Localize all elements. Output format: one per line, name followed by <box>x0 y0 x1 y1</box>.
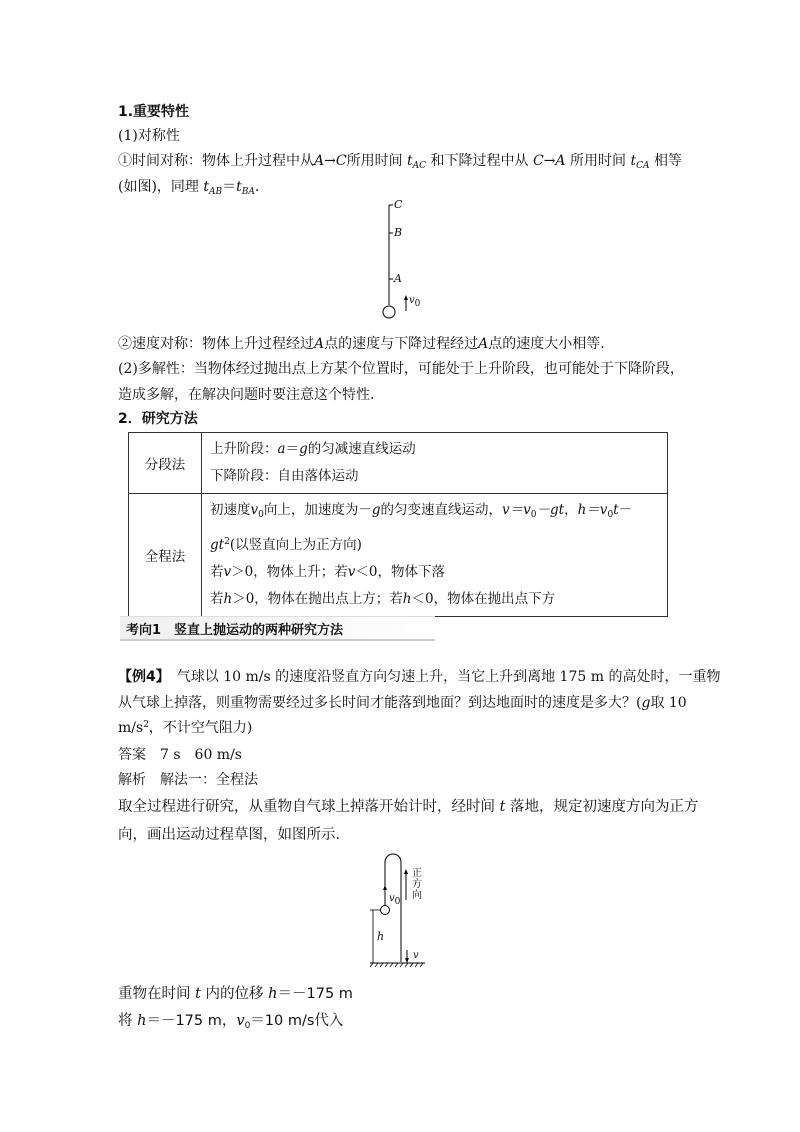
paragraph-time-symmetry-cont: (如图)，同理 $t_{AB}=t_{BA}$. <box>118 179 260 197</box>
example-tag: 【例4】 <box>118 669 163 685</box>
method-label-whole: 全程法 <box>129 494 202 617</box>
up-arrow-icon <box>383 885 387 890</box>
label-h: h <box>377 930 385 943</box>
answer-line: 答案 7 s 60 m/s <box>118 747 242 763</box>
table-row <box>129 433 668 494</box>
paragraph-multiple-solutions: (2)多解性：当物体经过抛出点上方某个位置时，可能处于上升阶段，也可能处于下降阶段， <box>118 361 684 377</box>
table-row <box>129 494 668 617</box>
paragraph-multiple-solutions-cont: 造成多解，在解决问题时要注意这个特性. <box>118 387 375 403</box>
substitution-line: 将 h＝－175 m，$v_0=10$ m/s代入 <box>118 1013 344 1031</box>
method-label-segment: 分段法 <box>129 433 202 494</box>
example-line-1: 【例4】 气球以 10 m/s 的速度沿竖直方向匀速上升，当它上升到离地 175 m 的高处时，一重物 <box>118 669 721 685</box>
method-content-segment: 上升阶段：a＝g的匀减速直线运动 下降阶段：自由落体运动 <box>202 433 668 494</box>
label-point-c: C <box>394 198 403 211</box>
label-v0: $v_0$ <box>389 893 401 907</box>
analysis-paragraph-line-2: 向，画出运动过程草图，如图所示． <box>118 827 350 843</box>
sub-heading-symmetry: (1)对称性 <box>118 128 180 144</box>
label-v: v <box>413 950 419 961</box>
direction-arrow-icon <box>404 869 408 874</box>
symmetry-diagram <box>370 195 430 325</box>
label-v0: $v_0$ <box>409 295 421 309</box>
method-content-whole: 初速度$v_0$向上，加速度为－g的匀变速直线运动，$v=v_0-gt$，$h=v_0t-$ $gt^2$(以竖直向上为正方向) 若v＞0，物体上升；若v＜0，物体下落 若h＞0，物体在抛出点上方；若h＜0，物体在抛出点下方 <box>202 494 668 617</box>
label-positive-direction: 正方向 <box>412 868 422 901</box>
ball-circle <box>383 306 395 318</box>
ground-hatch <box>370 963 423 967</box>
paragraph-time-symmetry: ①时间对称：物体上升过程中从A→C所用时间 $t_{AC}$ 和下降过程中从 C→A 所用时间 $t_{CA}$ 相等 <box>118 153 682 171</box>
methods-table <box>128 432 668 617</box>
up-arrow-icon <box>404 295 408 300</box>
example-line-2: 从气球上掉落，则重物需要经过多长时间才能落到地面？到达地面时的速度是多大？(g取 10 <box>118 695 687 711</box>
analysis-paragraph-line-1: 取全过程进行研究，从重物自气球上掉落开始计时，经时间 t 落地，规定初速度方向为正方 <box>118 799 699 815</box>
down-arrow-icon <box>405 958 409 963</box>
heading-important-properties: 1.重要特性 <box>118 104 190 120</box>
paragraph-velocity-symmetry: ②速度对称：物体上升过程经过A点的速度与下降过程经过A点的速度大小相等. <box>118 336 605 352</box>
label-point-b: B <box>394 226 403 239</box>
example-line-3: $m/s^2$，不计空气阻力) <box>118 720 253 736</box>
analysis-line: 解析 解法一：全程法 <box>118 772 258 788</box>
topic-title: 考向1 竖直上抛运动的两种研究方法 <box>126 623 344 638</box>
heading-research-methods: 2．研究方法 <box>118 411 198 427</box>
displacement-line: 重物在时间 t 内的位移 h＝－175 m <box>118 986 353 1002</box>
balloon-fall-diagram <box>365 850 455 972</box>
label-point-a: A <box>394 272 402 285</box>
